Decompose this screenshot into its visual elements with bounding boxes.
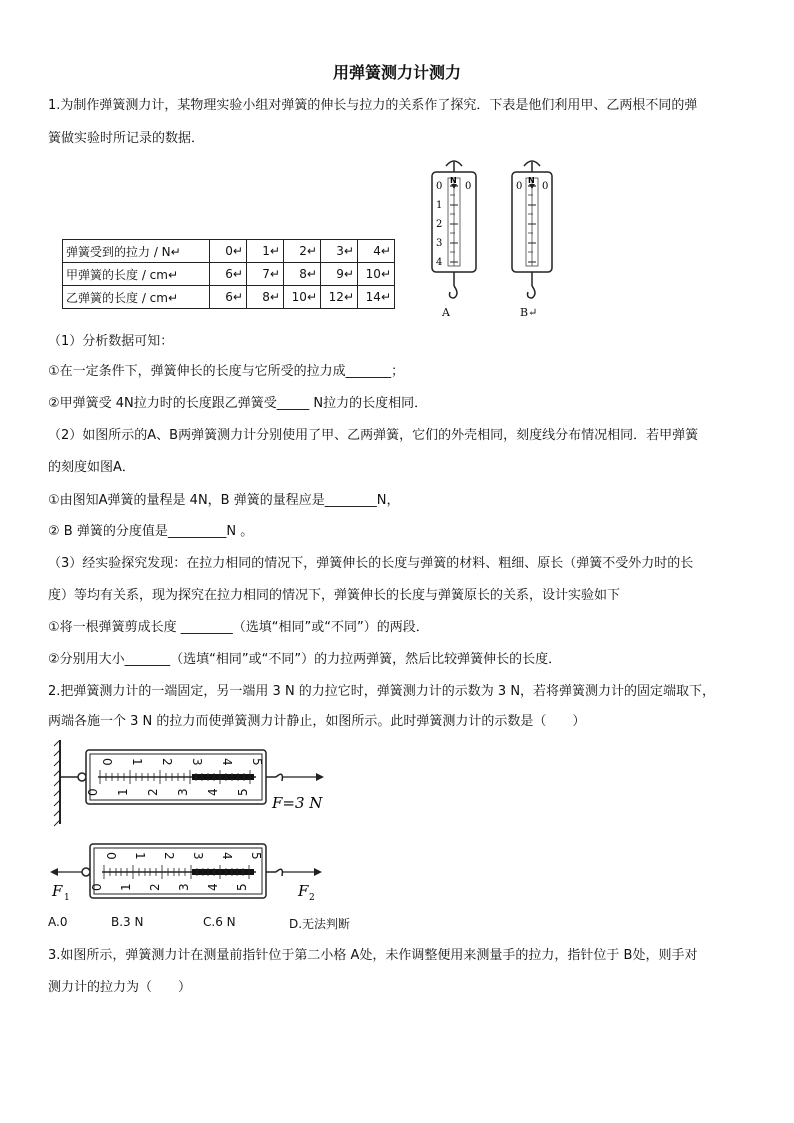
q1-part2-b: ② B 弹簧的分度值是_________N 。 [48, 524, 254, 539]
top-digit-lower: 4 [206, 788, 220, 796]
bottom-digit-lower: 1 [119, 883, 133, 891]
bottom-digit-lower: 0 [90, 883, 104, 891]
spring-scales-figure [420, 158, 560, 320]
force-f2-subscript: 2 [309, 893, 315, 903]
q2-option-a: A.0 [48, 915, 68, 929]
top-digit-lower: 1 [116, 788, 130, 796]
q1-data-table [62, 239, 395, 309]
table-cell: 8↵ [247, 286, 284, 309]
meter-a-unit: N [450, 176, 457, 185]
meter-a-right-zero: 0 [465, 181, 472, 192]
table-cell: 0↵ [210, 240, 247, 263]
q3-line2: 测力计的拉力为（ ） [48, 980, 192, 995]
bottom-digit-upper: 0 [104, 852, 118, 860]
table-row-header: 乙弹簧的长度 / cm↵ [63, 286, 210, 309]
table-cell: 10↵ [284, 286, 321, 309]
meter-a-tick-2: 2 [436, 219, 443, 230]
page-title: 用弹簧测力计测力 [332, 63, 461, 82]
bottom-digit-lower: 4 [206, 883, 220, 891]
table-row [63, 286, 395, 309]
top-digit-lower: 2 [146, 788, 160, 796]
bottom-digit-lower: 2 [148, 883, 162, 891]
table-cell: 12↵ [321, 286, 358, 309]
q1-intro-line1: 1.为制作弹簧测力计，某物理实验小组对弹簧的伸长与拉力的关系作了探究．下表是他们利用甲、乙两根不同的弹 [48, 98, 698, 113]
bottom-digit-upper: 1 [133, 852, 147, 860]
horizontal-scales-figure [48, 740, 368, 905]
fixed-spring-scale [54, 740, 324, 826]
figure-label-b: B↵ [520, 306, 538, 319]
q1-part2-line1: （2）如图所示的A、B两弹簧测力计分别使用了甲、乙两弹簧，它们的外壳相同，刻度线分布情况相同．若甲弹簧 [48, 428, 699, 443]
table-cell: 8↵ [284, 263, 321, 286]
force-f1-subscript: 1 [64, 893, 70, 903]
spring-scale-b [512, 161, 552, 298]
q2-option-b: B.3 N [111, 915, 144, 929]
q1-intro-line2: 簧做实验时所记录的数据． [48, 131, 205, 146]
top-digit-lower: 3 [176, 788, 190, 796]
top-digit-lower: 0 [86, 788, 100, 796]
q1-part2-line2: 的刻度如图A． [48, 460, 135, 475]
table-cell: 1↵ [247, 240, 284, 263]
table-cell: 10↵ [358, 263, 395, 286]
table-cell: 4↵ [358, 240, 395, 263]
table-cell: 7↵ [247, 263, 284, 286]
bottom-digit-upper: 5 [249, 852, 263, 860]
meter-a-tick-4: 4 [436, 257, 443, 268]
q2-option-c: C.6 N [203, 915, 236, 929]
q1-part1-a: ①在一定条件下，弹簧伸长的长度与它所受的拉力成_______； [48, 364, 405, 379]
top-digit-upper: 1 [130, 758, 144, 766]
q1-part3-line2: 度）等均有关系，现为探究在拉力相同的情况下，弹簧伸长的长度与弹簧原长的关系，设计实验如下 [48, 588, 621, 603]
q2-line2: 两端各施一个 3 N 的拉力而使弹簧测力计静止，如图所示。此时弹簧测力计的示数是（ ） [48, 714, 586, 729]
meter-b-unit: N [528, 176, 535, 185]
q1-part3-a: ①将一根弹簧剪成长度 ________（选填“相同”或“不同”）的两段． [48, 620, 429, 635]
table-cell: 6↵ [210, 263, 247, 286]
table-row-header: 甲弹簧的长度 / cm↵ [63, 263, 210, 286]
top-digit-lower: 5 [236, 788, 250, 796]
table-row [63, 240, 395, 263]
force-label: F=3 N [272, 794, 323, 812]
bottom-digit-upper: 2 [162, 852, 176, 860]
q3-line1: 3.如图所示，弹簧测力计在测量前指针位于第二小格 A处，未作调整便用来测量手的拉力，指针位于 B处，则手对 [48, 948, 698, 963]
top-digit-upper: 5 [250, 758, 264, 766]
table-cell: 3↵ [321, 240, 358, 263]
force-f1-label: F [52, 882, 63, 900]
q1-part2-a: ①由图知A弹簧的量程是 4N，B 弹簧的量程应是________N， [48, 493, 400, 508]
top-digit-upper: 0 [100, 758, 114, 766]
table-row-header: 弹簧受到的拉力 / N↵ [63, 240, 210, 263]
q1-part3-line1: （3）经实验探究发现：在拉力相同的情况下，弹簧伸长的长度与弹簧的材料、粗细、原长（弹簧不受外力时的长 [48, 556, 694, 571]
figure-label-a: A [442, 306, 450, 319]
meter-b-right-zero: 0 [542, 181, 549, 192]
free-spring-scale [50, 844, 322, 903]
meter-a-tick-0: 0 [436, 181, 443, 192]
meter-b-left-zero: 0 [516, 181, 523, 192]
table-cell: 14↵ [358, 286, 395, 309]
spring-scale-a [432, 161, 476, 298]
force-f2-label: F [298, 882, 309, 900]
top-digit-upper: 3 [190, 758, 204, 766]
top-digit-upper: 4 [220, 758, 234, 766]
q1-part3-b: ②分别用大小_______（选填“相同”或“不同”）的力拉两弹簧，然后比较弹簧伸长的长度． [48, 652, 562, 667]
meter-a-tick-3: 3 [436, 238, 443, 249]
q2-option-d: D.无法判断 [289, 917, 351, 931]
bottom-digit-lower: 3 [177, 883, 191, 891]
meter-a-tick-1: 1 [436, 200, 443, 211]
bottom-digit-upper: 3 [191, 852, 205, 860]
q2-line1: 2.把弹簧测力计的一端固定，另一端用 3 N 的力拉它时，弹簧测力计的示数为 3 N，若将弹簧测力计的固定端取下， [48, 684, 716, 699]
q1-part1-b: ②甲弹簧受 4N拉力时的长度跟乙弹簧受_____ N拉力的长度相同． [48, 396, 428, 411]
table-cell: 2↵ [284, 240, 321, 263]
q1-part1: （1）分析数据可知： [48, 334, 174, 349]
table-row [63, 263, 395, 286]
table-cell: 9↵ [321, 263, 358, 286]
bottom-digit-upper: 4 [220, 852, 234, 860]
table-cell: 6↵ [210, 286, 247, 309]
bottom-digit-lower: 5 [235, 883, 249, 891]
top-digit-upper: 2 [160, 758, 174, 766]
